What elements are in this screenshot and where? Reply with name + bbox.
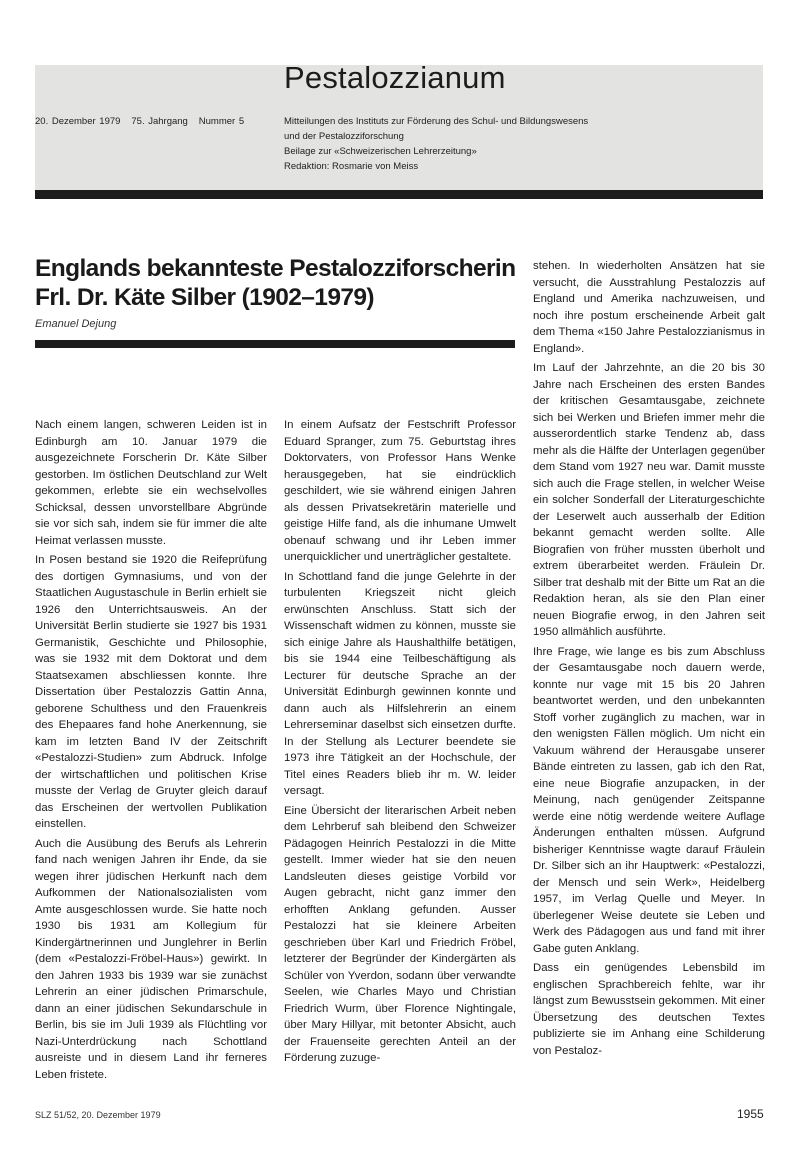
subtitle-line: Mitteilungen des Instituts zur Förderung des Schul- und Bildungswesens (284, 116, 589, 127)
paragraph: In Schottland fand die junge Gelehrte in der turbulenten Kriegszeit nicht gleich erwünschten Anschluss. Statt sich der Wissenschaft widmen zu können, musste sie sich einige Jahre als Haushalthilfe betätigen, bis sie 1944 eine Teilbeschäftigung als Lecturer für deutsche Sprache an der Universität Edinburgh gewinnen konnte und dann auch als Hilfslehrerin an einem Lehrerseminar daselbst sich einsetzen durfte. In der Stellung als Lecturer beendete sie 1973 ihre Tätigkeit an der Hochschule, der Titel eines Readers blieb ihr m. W. leider versagt. (284, 570, 516, 797)
paragraph: Dass ein genügendes Lebensbild im englischen Sprachbereich fehlte, war ihr längst zum Bewusstsein gekommen. Mit einer Übersetzung des deutschen Textes publizierte sie im Anhang eine Schilderung von Pestaloz- (533, 962, 765, 1057)
subtitle-line: Redaktion: Rosmarie von Meiss (284, 161, 419, 172)
page-number: 1955 (737, 1107, 764, 1121)
masthead-subtitle (284, 114, 754, 174)
masthead-title: Pestalozzianum (284, 60, 506, 95)
paragraph: In einem Aufsatz der Festschrift Professor Eduard Spranger, zum 75. Geburtstag ihres Doktorvaters, von Professor Hans Wenke herausgegeben, hat sie eindrücklich geschildert, wie sie während einigen Jahren als dessen Privatsekretärin materielle und geistige Hilfe fand, als die inhumane Umwelt obenauf schwang und ihr Leben immer unerquicklicher und unerträglicher gestaltete. (284, 419, 516, 563)
footer-citation: SLZ 51/52, 20. Dezember 1979 (35, 1110, 161, 1120)
issue-info (35, 116, 244, 127)
headline-line: Frl. Dr. Käte Silber (1902–1979) (35, 284, 374, 311)
paragraph: Im Lauf der Jahrzehnte, an die 20 bis 30 Jahre nach Erscheinen des ersten Bandes der kritischen Gesamtausgabe, zeichnete sich bei Werken und Briefen immer mehr die ausserordentlich starke Tendenz ab, dass mehr als die Hälfte der Unterlagen gegenüber dem Stand vom 1927 neu war. Damit musste sich auch die Frage stellen, in welcher Weise ein solcher Sonderfall der Literaturgeschichte der Leserwelt auch ausserhalb der Edition bekannt gemacht werden sollte. Alle Biografien von früher mussten überholt und extrem überarbeitet werden. Fräulein Dr. Silber trat deshalb mit der Bitte um Rat an die Redaktion heran, als sie den Plan einer neuen Biografie erwog, in den Jahren seit 1950 allmählich ausführte. (533, 362, 765, 638)
paragraph: Ihre Frage, wie lange es bis zum Abschluss der Gesamtausgabe noch dauern werde, konnte nur vage mit 15 bis 20 Jahren beantwortet werden, und den unbekannten Stoff vorher zugänglich zu machen, war in den wenigsten Fällen möglich. Um nicht ein Vakuum während der Herausgabe unserer Bände eintreten zu lassen, gab ich den Rat, eine neue Biografie anzupacken, in der Meinung, nach genügender Zeitspanne werde eine nötig werdende weitere Auflage Änderungen enthalten müssen. Aufgrund bisheriger Kenntnisse wagte darauf Fräulein Dr. Silber sich an ihr Hauptwerk: «Pestalozzi, der Mensch und sein Werk», Heidelberg 1957, im Verlag Quelle und Meyer. In überlegener Weise deutete sie Leben und Werk des Pädagogen aus und fand mit ihrer Gabe guten Anklang. (533, 645, 765, 955)
paragraph: Eine Übersicht der literarischen Arbeit neben dem Lehrberuf sah bleibend den Schweizer Pädagogen Heinrich Pestalozzi in die Mitte gestellt. Immer wieder hat sie den neuen Landsleuten dieses geistige Vorbild vor Augen gebracht, nicht ganz immer den erhofften Anklang gefunden. Ausser Pestalozzi hat sie kleinere Arbeiten geschrieben über Karl und Friedrich Fröbel, letzterer der Begründer der Kindergärten als Schüler von Yverdon, sodann über verwandte Seelen, wie Charles Mayo und Christian Friedrich Wurm, über Florence Nightingale, über Mary Hillyar, mit betonter Absicht, auch der Frauenseite gerechten Anteil an der Förderung zuzuge- (284, 804, 516, 1064)
paragraph: In Posen bestand sie 1920 die Reifeprüfung des dortigen Gymnasiums, und von der Staatlichen Augustaschule in Berlin erhielt sie 1926 den Unterrichtsausweis. An der Universität Berlin studierte sie 1927 bis 1931 Germanistik, Geschichte und Philosophie, was sie 1932 mit dem Doktorat und dem Staatsexamen abschliessen konnte. Ihre Dissertation über Pestalozzis Gattin Anna, geborene Schulthess und den Frauenkreis des Ehepaares fand hohe Anerkennung, sie kam im letzten Band IV der Zeitschrift «Pestalozzi-Studien» zum Abdruck. Infolge der wirtschaftlichen und politischen Krise musste der Verlag de Gruyter gleich darauf das Erscheinen der wertvollen Publikation einstellen. (35, 554, 267, 830)
article-rule (35, 340, 515, 348)
paragraph: Auch die Ausübung des Berufs als Lehrerin fand nach wenigen Jahren ihr Ende, da sie wegen ihrer jüdischen Herkunft nach dem Aufkommen der Nationalsozialisten vom Amte ausgeschlossen wurde. Sie hatte noch 1930 bis 1931 am Kollegium für Kindergärtnerinnen und Junglehrer in Berlin (dem «Pestalozzi-Fröbel-Haus») gewirkt. In den Jahren 1933 bis 1939 war sie zunächst Lehrerin an einer jüdischen Primarschule, dann an einer jüdischen Sekundarschule in Berlin, bis sie im Juli 1939 als Flüchtling vor Nazi-Unterdrückung nach Schottland ausreiste und in diesem Land ihr ferneres Leben fristete. (35, 837, 267, 1081)
text-column-2 (284, 417, 516, 1070)
paragraph: stehen. In wiederholten Ansätzen hat sie versucht, die Ausstrahlung Pestalozzis auf England und Amerika nachzuweisen, und noch ihre postum erscheinende Arbeit galt dem Thema «150 Jahre Pestalozzianismus in England». (533, 260, 765, 355)
article-author: Emanuel Dejung (35, 318, 117, 330)
subtitle-line: und der Pestalozziforschung (284, 131, 404, 142)
issue-date: 20. Dezember 1979 (35, 116, 121, 127)
issue-number: Nummer 5 (198, 116, 245, 127)
headline-line: Englands bekannteste Pestalozziforscherin (35, 255, 516, 282)
text-column-3 (533, 258, 765, 1062)
masthead-rule (35, 190, 763, 199)
subtitle-line: Beilage zur «Schweizerischen Lehrerzeitung» (284, 146, 477, 157)
article-headline (35, 254, 525, 312)
paragraph: Nach einem langen, schweren Leiden ist in Edinburgh am 10. Januar 1979 die ausgezeichnete Forscherin Dr. Käte Silber gestorben. Im östlichen Deutschland zur Welt gekommen, erlebte sie ein wechselvolles Schicksal, dessen unvorstellbare Abgründe sie vor sich sah, indem sie für immer die alte Heimat verlassen musste. (35, 419, 267, 547)
text-column-1 (35, 417, 267, 1086)
issue-volume: 75. Jahrgang (131, 116, 188, 127)
